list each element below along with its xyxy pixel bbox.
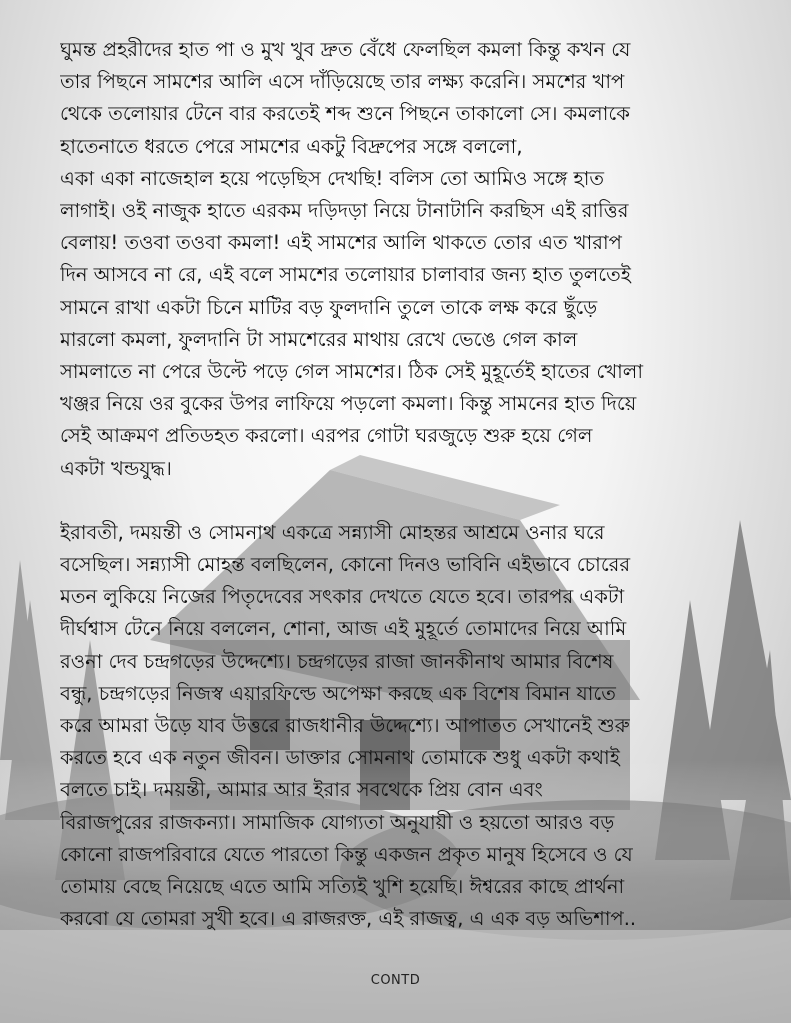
story-text — [60, 34, 732, 935]
paragraph-gap — [60, 485, 732, 517]
text-line: সামনে রাখা একটা চিনে মাটির বড় ফুলদানি তুলে তাকে লক্ষ করে ছুঁড়ে — [60, 295, 598, 319]
text-line: বন্ধু, চন্দ্রগড়ের নিজস্ব এয়ারফিল্ডে অপেক্ষা করছে এক বিশেষ বিমান যাতে — [60, 681, 616, 705]
text-line: লাগাই। ওই নাজুক হাতে এরকম দড়িদড়া নিয়ে টানাটানি করছিস এই রাত্তির — [60, 199, 629, 223]
text-line: রওনা দেব চন্দ্রগড়ের উদ্দেশ্যে। চন্দ্রগড়ের রাজা জানকীনাথ আমার বিশেষ — [60, 649, 614, 673]
text-line: সামলাতে না পেরে উল্টে পড়ে গেল সামশের। ঠিক সেই মুহূর্তেই হাতের খোলা — [60, 360, 643, 384]
text-line: বেলায়! তওবা তওবা কমলা! এই সামশের আলি থাকতে তোর এত খারাপ — [60, 231, 622, 255]
text-line: থেকে তলোয়ার টেনে বার করতেই শব্দ শুনে পিছনে তাকালো সে। কমলাকে — [60, 102, 630, 126]
text-line: ঘুমন্ত প্রহরীদের হাত পা ও মুখ খুব দ্রুত বেঁধে ফেলছিল কমলা কিন্তু কখন যে — [60, 38, 631, 61]
text-line: একা একা নাজেহাল হয়ে পড়েছিস দেখছি! বলিস তো আমিও সঙ্গে হাত — [60, 166, 604, 190]
text-line: সেই আক্রমণ প্রতিডহত করলো। এরপর গোটা ঘরজুড়ে শুরু হয়ে গেল — [60, 424, 593, 448]
paragraph-2 — [60, 517, 732, 936]
text-line: মতন লুকিয়ে নিজের পিতৃদেবের সৎকার দেখতে যেতে হবে। তারপর একটা — [60, 585, 625, 609]
text-line: করতে হবে এক নতুন জীবন। ডাক্তার সোমনাথ তোমাকে শুধু একটা কথাই — [60, 746, 620, 770]
text-line: বসেছিল। সন্ন্যাসী মোহন্ত বলছিলেন, কোনো দিনও ভাবিনি এইভাবে চোরের — [60, 553, 631, 577]
paragraph-1 — [60, 34, 732, 485]
text-line: বলতে চাই। দময়ন্তী, আমার আর ইরার সবথেকে প্রিয় বোন এবং — [60, 778, 543, 802]
text-line: মারলো কমলা, ফুলদানি টা সামশেরের মাথায় রেখে ভেঙে গেল কাল — [60, 327, 578, 351]
text-line: দীর্ঘশ্বাস টেনে নিয়ে বললেন, শোনা, আজ এই মুহূর্তে তোমাদের নিয়ে আমি — [60, 617, 627, 641]
text-line: বিরাজপুরের রাজকন্যা। সামাজিক যোগ্যতা অনুযায়ী ও হয়তো আরও বড় — [60, 810, 615, 834]
text-line: একটা খন্ডযুদ্ধ। — [60, 456, 172, 480]
text-line: কোনো রাজপরিবারে যেতে পারতো কিন্তু একজন প্রকৃত মানুষ হিসেবে ও যে — [60, 842, 633, 866]
text-line: হাতেনাতে ধরতে পেরে সামশের একটু বিদ্রুপের সঙ্গে বললো, — [60, 134, 523, 158]
text-line: করবো যে তোমরা সুখী হবে। এ রাজরক্ত, এই রাজত্ব, এ এক বড় অভিশাপ.. — [60, 907, 637, 931]
text-line: ইরাবতী, দময়ন্তী ও সোমনাথ একত্রে সন্ন্যাসী মোহন্তর আশ্রমে ওনার ঘরে — [60, 520, 605, 544]
text-line: তোমায় বেছে নিয়েছে এতে আমি সত্যিই খুশি হয়েছি। ঈশ্বরের কাছে প্রার্থনা — [60, 875, 625, 899]
text-line: তার পিছনে সামশের আলি এসে দাঁড়িয়েছে তার লক্ষ্য করেনি। সমশের খাপ — [60, 70, 625, 94]
text-line: খঞ্জর নিয়ে ওর বুকের উপর লাফিয়ে পড়লো কমলা। কিন্তু সামনের হাত দিয়ে — [60, 392, 637, 416]
continued-label: CONTD — [370, 973, 421, 988]
text-line: করে আমরা উড়ে যাব উত্তরে রাজধানীর উদ্দেশ্যে। আপাতত সেখানেই শুরু — [60, 714, 630, 738]
text-line: দিন আসবে না রে, এই বলে সামশের তলোয়ার চালাবার জন্য হাত তুলতেই — [60, 263, 631, 287]
